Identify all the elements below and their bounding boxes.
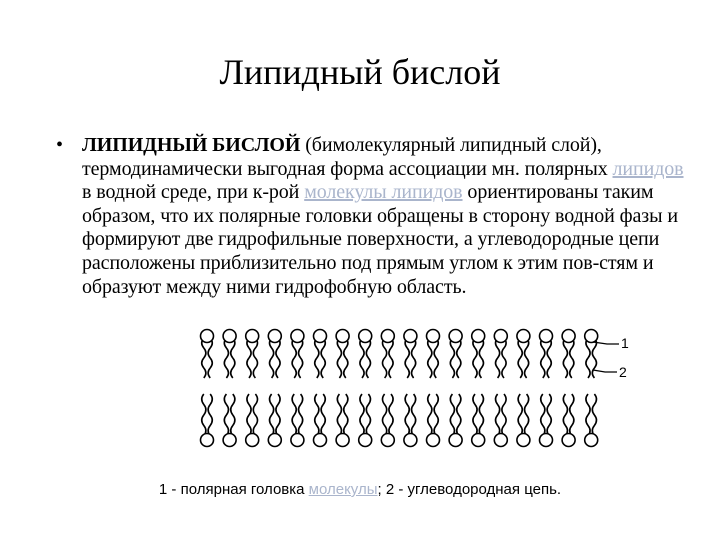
lipid-upper-head bbox=[517, 330, 530, 343]
lipid-lower-tail bbox=[541, 394, 545, 436]
lipid-lower-tail bbox=[434, 394, 438, 436]
lipid-lower-tail bbox=[592, 394, 596, 436]
lipid-upper-head bbox=[540, 330, 553, 343]
lipid-lower-tail bbox=[586, 394, 590, 436]
lipid-lower-tail bbox=[224, 394, 228, 436]
lipid-lower-head bbox=[540, 434, 553, 447]
lipid-molecule-lower bbox=[517, 394, 530, 447]
lipid-upper-tail bbox=[366, 338, 370, 378]
lipid-lower-tail bbox=[428, 394, 432, 436]
definition-text-3: ориентированы таким образом, что их полярные головки обращены в сторону водной фазы и формируют две гидрофильные поверхности, а углеводородные цепи расположены приблизительно под прямым углом к этим пов-стям и образуют между ними гидрофобную область. bbox=[82, 181, 678, 298]
definition-text-2: в водной среде, при к-рой bbox=[82, 181, 305, 204]
lipid-molecule-upper bbox=[449, 330, 462, 379]
lipid-upper-head bbox=[562, 330, 575, 343]
lipid-lower-tail bbox=[253, 394, 257, 436]
lower-leaflet bbox=[201, 394, 598, 447]
lipid-upper-head bbox=[381, 330, 394, 343]
lipid-upper-tail bbox=[389, 338, 393, 378]
lipid-molecule-lower bbox=[585, 394, 598, 447]
lipid-molecule-lower bbox=[540, 394, 553, 447]
lipid-upper-tail bbox=[360, 338, 364, 378]
lipid-lower-tail bbox=[496, 394, 500, 436]
bullet-dot: • bbox=[56, 134, 64, 156]
lipid-lower-tail bbox=[299, 394, 303, 436]
lipid-upper-tail bbox=[570, 338, 574, 378]
lipid-upper-tail bbox=[383, 338, 387, 378]
lipid-molecule-upper bbox=[404, 330, 417, 379]
lipid-upper-head bbox=[223, 330, 236, 343]
lipid-upper-tail bbox=[276, 338, 280, 378]
lipid-upper-head bbox=[494, 330, 507, 343]
lipid-upper-tail bbox=[231, 338, 235, 378]
lipid-upper-head bbox=[314, 330, 327, 343]
lipid-molecule-lower bbox=[291, 394, 304, 447]
lipid-molecule-upper bbox=[314, 330, 327, 379]
bullet-text bbox=[82, 134, 692, 299]
lipid-upper-tail bbox=[405, 338, 409, 378]
lipid-upper-tail bbox=[247, 338, 251, 378]
lipid-lower-tail bbox=[525, 394, 529, 436]
lipid-lower-tail bbox=[321, 394, 325, 436]
lipid-molecule-lower bbox=[268, 394, 281, 447]
lipid-lower-tail bbox=[360, 394, 364, 436]
lipid-upper-head bbox=[359, 330, 372, 343]
lipid-molecule-upper bbox=[517, 330, 530, 379]
lipid-upper-head bbox=[472, 330, 485, 343]
lipid-lower-head bbox=[336, 434, 349, 447]
lipid-lower-tail bbox=[457, 394, 461, 436]
lipid-lower-tail bbox=[412, 394, 416, 436]
lipid-upper-tail bbox=[563, 338, 567, 378]
lipid-molecule-lower bbox=[359, 394, 372, 447]
lipid-upper-tail bbox=[518, 338, 522, 378]
lipid-lower-tail bbox=[518, 394, 522, 436]
lipid-upper-tail bbox=[586, 338, 590, 378]
lipid-upper-tail bbox=[412, 338, 416, 378]
lipid-upper-head bbox=[291, 330, 304, 343]
lipid-molecule-lower bbox=[336, 394, 349, 447]
term-heading: ЛИПИДНЫЙ БИСЛОЙ bbox=[82, 134, 301, 156]
lipid-upper-head bbox=[404, 330, 417, 343]
lipid-molecule-lower bbox=[449, 394, 462, 447]
lipid-upper-head bbox=[585, 330, 598, 343]
lipid-molecule-upper bbox=[268, 330, 281, 379]
lipid-lower-tail bbox=[450, 394, 454, 436]
lipid-molecule-lower bbox=[562, 394, 575, 447]
lipid-upper-tail bbox=[434, 338, 438, 378]
lipid-molecule-upper bbox=[291, 330, 304, 379]
lipid-lower-head bbox=[585, 434, 598, 447]
lipid-molecule-lower bbox=[314, 394, 327, 447]
lipid-molecule-upper bbox=[427, 330, 440, 379]
lipid-lower-head bbox=[427, 434, 440, 447]
lipid-upper-head bbox=[449, 330, 462, 343]
lipid-lower-tail bbox=[247, 394, 251, 436]
lipid-upper-tail bbox=[473, 338, 477, 378]
lipid-upper-tail bbox=[337, 338, 341, 378]
lipid-molecule-upper bbox=[246, 330, 259, 379]
lipid-upper-tail bbox=[299, 338, 303, 378]
lipid-upper-head bbox=[427, 330, 440, 343]
link-lipids[interactable]: липидов bbox=[612, 157, 684, 180]
lipid-lower-head bbox=[381, 434, 394, 447]
lipid-upper-tail bbox=[502, 338, 506, 378]
lipid-upper-tail bbox=[321, 338, 325, 378]
lipid-lower-tail bbox=[389, 394, 393, 436]
lipid-upper-tail bbox=[292, 338, 296, 378]
lipid-lower-head bbox=[201, 434, 214, 447]
lipid-lower-tail bbox=[208, 394, 212, 436]
lipid-molecule-upper bbox=[359, 330, 372, 379]
lipid-bilayer-diagram bbox=[195, 322, 635, 462]
lipid-lower-tail bbox=[570, 394, 574, 436]
lipid-molecule-lower bbox=[246, 394, 259, 447]
label-pointers bbox=[593, 335, 629, 380]
lipid-molecule-lower bbox=[381, 394, 394, 447]
lipid-lower-tail bbox=[473, 394, 477, 436]
caption-text-1: 1 - полярная головка bbox=[158, 481, 309, 498]
lipid-lower-head bbox=[404, 434, 417, 447]
lipid-lower-tail bbox=[315, 394, 319, 436]
lipid-upper-tail bbox=[344, 338, 348, 378]
lipid-upper-head bbox=[246, 330, 259, 343]
caption-text-2: ; 2 - углеводородная цепь. bbox=[377, 481, 562, 498]
lipid-lower-head bbox=[449, 434, 462, 447]
lipid-lower-tail bbox=[344, 394, 348, 436]
lipid-lower-tail bbox=[547, 394, 551, 436]
lipid-molecule-lower bbox=[404, 394, 417, 447]
lipid-upper-tail bbox=[208, 338, 212, 378]
lipid-lower-head bbox=[494, 434, 507, 447]
lipid-molecule-upper bbox=[494, 330, 507, 379]
lipid-upper-tail bbox=[496, 338, 500, 378]
link-molecule[interactable]: молекулы bbox=[308, 481, 378, 498]
lipid-molecule-upper bbox=[201, 330, 214, 379]
lipid-upper-tail bbox=[450, 338, 454, 378]
lipid-upper-tail bbox=[547, 338, 551, 378]
lipid-upper-head bbox=[336, 330, 349, 343]
lipid-molecule-lower bbox=[427, 394, 440, 447]
lipid-upper-tail bbox=[253, 338, 257, 378]
lipid-molecule-upper bbox=[540, 330, 553, 379]
lipid-molecule-upper bbox=[472, 330, 485, 379]
lipid-lower-head bbox=[246, 434, 259, 447]
lipid-lower-head bbox=[223, 434, 236, 447]
lipid-lower-tail bbox=[502, 394, 506, 436]
lipid-upper-tail bbox=[525, 338, 529, 378]
lipid-upper-head bbox=[268, 330, 281, 343]
lipid-lower-head bbox=[268, 434, 281, 447]
lipid-lower-tail bbox=[479, 394, 483, 436]
label-2: 2 bbox=[619, 364, 627, 380]
lipid-upper-tail bbox=[479, 338, 483, 378]
lipid-lower-tail bbox=[337, 394, 341, 436]
figure-caption bbox=[0, 481, 720, 499]
lipid-lower-head bbox=[472, 434, 485, 447]
lipid-lower-tail bbox=[292, 394, 296, 436]
lipid-upper-tail bbox=[224, 338, 228, 378]
lipid-lower-head bbox=[562, 434, 575, 447]
lipid-lower-tail bbox=[405, 394, 409, 436]
lipid-lower-tail bbox=[366, 394, 370, 436]
lipid-upper-head bbox=[201, 330, 214, 343]
lipid-lower-head bbox=[291, 434, 304, 447]
lipid-molecule-upper bbox=[223, 330, 236, 379]
lipid-molecule-lower bbox=[223, 394, 236, 447]
lipid-lower-tail bbox=[231, 394, 235, 436]
lipid-molecule-upper bbox=[562, 330, 575, 379]
lipid-lower-tail bbox=[202, 394, 206, 436]
lipid-lower-tail bbox=[563, 394, 567, 436]
link-lipid-molecules[interactable]: молекулы липидов bbox=[304, 181, 463, 204]
lipid-upper-tail bbox=[315, 338, 319, 378]
label-1: 1 bbox=[621, 335, 629, 351]
lipid-lower-head bbox=[517, 434, 530, 447]
lipid-lower-tail bbox=[270, 394, 274, 436]
lipid-molecule-upper bbox=[381, 330, 394, 379]
lipid-lower-head bbox=[314, 434, 327, 447]
lipid-upper-tail bbox=[270, 338, 274, 378]
lipid-lower-head bbox=[359, 434, 372, 447]
lipid-upper-tail bbox=[202, 338, 206, 378]
lipid-molecule-lower bbox=[494, 394, 507, 447]
definition-text-1: (бимолекулярный липидный слой), термодинамически выгодная форма ассоциации мн. полярных bbox=[82, 134, 613, 180]
pointer-line-2 bbox=[593, 370, 617, 372]
lipid-lower-tail bbox=[383, 394, 387, 436]
slide-title: Липидный бислой bbox=[219, 52, 501, 92]
lipid-upper-tail bbox=[457, 338, 461, 378]
upper-leaflet bbox=[201, 330, 598, 379]
lipid-lower-tail bbox=[276, 394, 280, 436]
lipid-molecule-lower bbox=[201, 394, 214, 447]
lipid-upper-tail bbox=[541, 338, 545, 378]
lipid-molecule-lower bbox=[472, 394, 485, 447]
lipid-molecule-upper bbox=[336, 330, 349, 379]
lipid-upper-tail bbox=[428, 338, 432, 378]
lipid-upper-tail bbox=[592, 338, 596, 378]
